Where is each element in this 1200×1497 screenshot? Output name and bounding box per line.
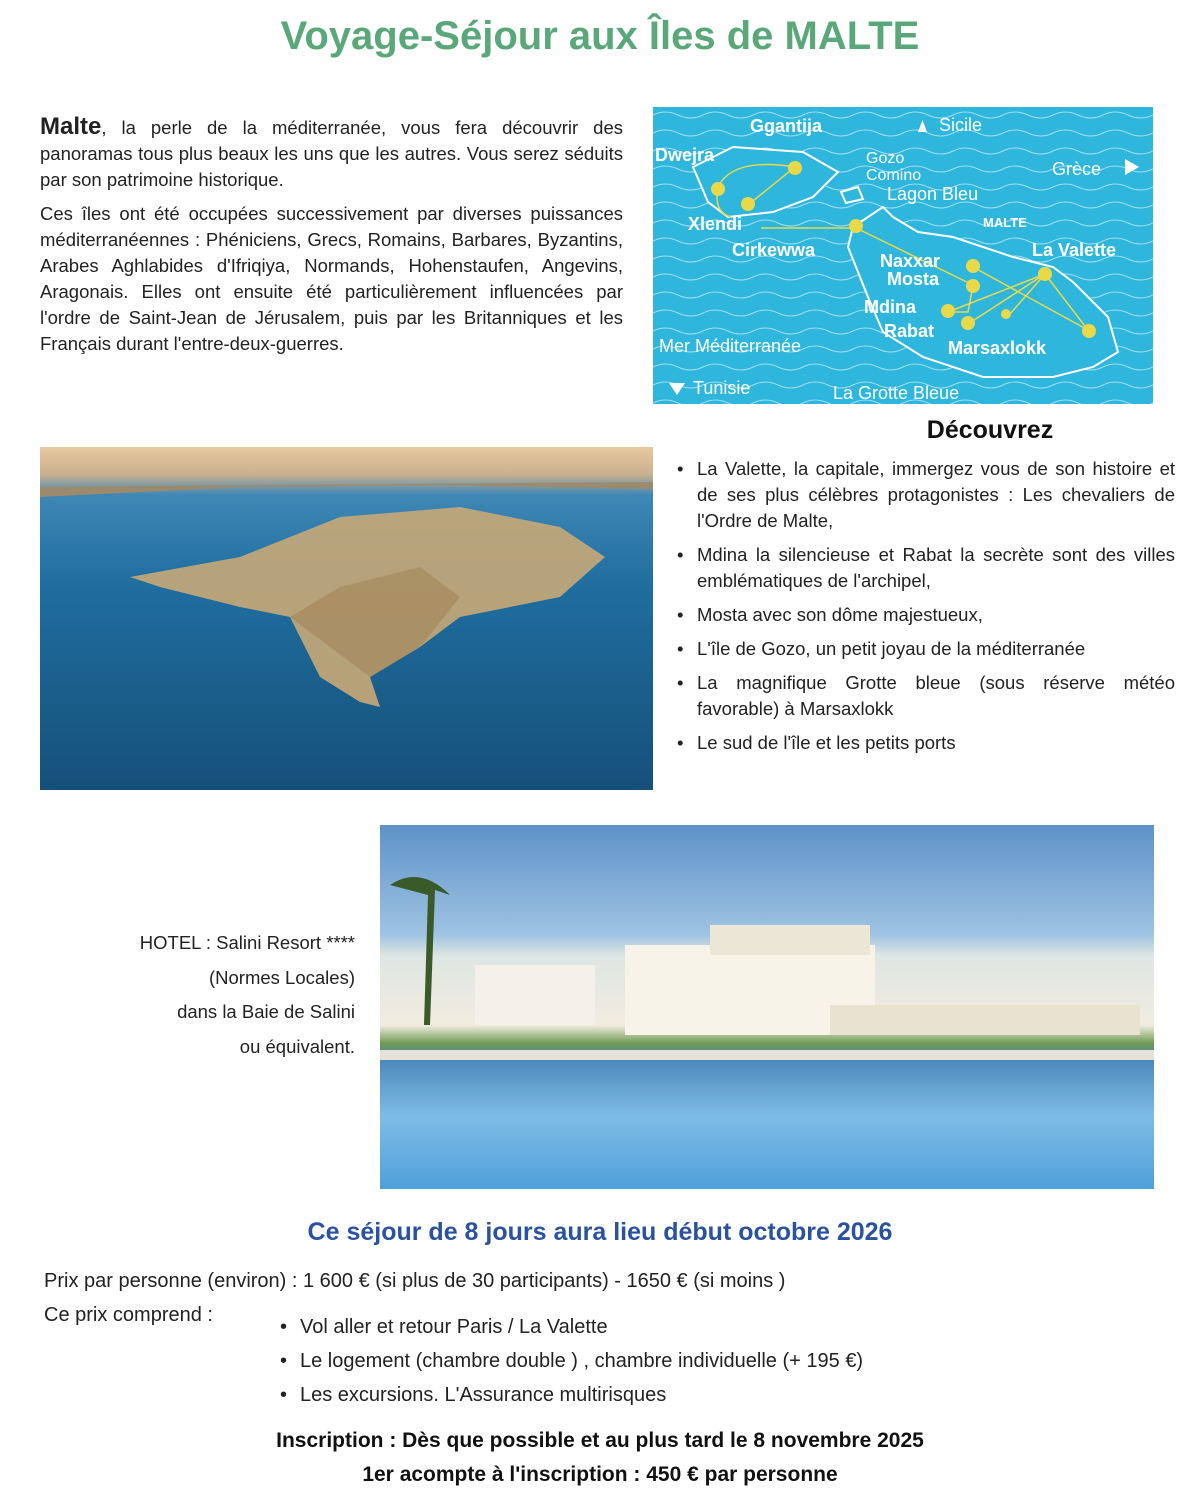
list-item: • Les excursions. L'Assurance multirisques <box>300 1378 863 1412</box>
map-label-malte: MALTE <box>983 215 1027 230</box>
hotel-pool-photo <box>380 825 1154 1189</box>
price-line: Prix par personne (environ) : 1 600 € (si plus de 30 participants) - 1650 € (si moins ) <box>44 1270 786 1292</box>
list-item: • Le logement (chambre double ) , chambre individuelle (+ 195 €) <box>300 1344 863 1378</box>
intro-lead: Malte <box>40 113 102 140</box>
intro-text <box>40 114 623 365</box>
map-label-valette: La Valette <box>1032 240 1117 260</box>
hotel-name: HOTEL : Salini Resort **** <box>139 932 355 953</box>
sejour-dates: Ce séjour de 8 jours aura lieu début octobre 2026 <box>307 1218 893 1246</box>
map-label-gozo: Gozo <box>866 150 905 167</box>
north-arrow-icon <box>918 120 927 132</box>
list-item: • Le sud de l'île et les petits ports <box>697 730 1175 756</box>
list-item: • Mosta avec son dôme majestueux, <box>697 602 1175 628</box>
list-item: • L'île de Gozo, un petit joyau de la méditerranée <box>697 636 1175 662</box>
map-label-mosta: Mosta <box>887 269 940 289</box>
list-item: • La magnifique Grotte bleue (sous réserve météo favorable) à Marsaxlokk <box>697 670 1175 722</box>
map-label-mdina: Mdina <box>864 297 916 317</box>
includes-list <box>280 1310 863 1412</box>
map-label-mer: Mer Méditerranée <box>659 336 802 356</box>
hotel-norms: (Normes Locales) <box>209 966 355 988</box>
includes-label: Ce prix comprend : <box>44 1304 213 1326</box>
map-label-marsaxlokk: Marsaxlokk <box>948 338 1047 358</box>
inscription-deadline: Inscription : Dès que possible et au plus tard le 8 novembre 2025 <box>276 1429 924 1452</box>
decouvrez-heading: Découvrez <box>926 416 1054 444</box>
inscription-block <box>0 1424 1200 1492</box>
map-label-cirkewwa: Cirkewwa <box>732 240 816 260</box>
map-label-tunisie: Tunisie <box>693 378 751 398</box>
hotel-equivalent: ou équivalent. <box>239 1035 355 1057</box>
gozo-outline <box>693 147 838 217</box>
page-title: Voyage-Séjour aux Îles de MALTE <box>280 14 920 58</box>
south-arrow-icon <box>669 383 685 395</box>
map-label-dwejra: Dwejra <box>655 145 715 165</box>
map-label-naxxar: Naxxar <box>880 251 941 271</box>
aerial-photo-valletta <box>40 447 653 790</box>
map-label-grotte: La Grotte Bleue <box>833 383 960 403</box>
list-item: • La Valette, la capitale, immergez vous de son histoire et de ses plus célèbres protagonistes : Les chevaliers de l'Ordre de Malte, <box>697 456 1175 534</box>
hotel-info <box>40 926 355 1064</box>
map-label-xlendi: Xlendi <box>688 214 743 234</box>
intro-p1: , la perle de la méditerranée, vous fera découvrir des panoramas tous plus beaux les uns que les autres. Vous serez séduits par son patrimoine historique. <box>40 117 623 190</box>
east-arrow-icon <box>1125 159 1139 175</box>
intro-p2: Ces îles ont été occupées successivement par diverses puissances méditerranéennes : Phéniciens, Grecs, Romains, Barbares, Byzantins, Arabes Aghlabides d'Ifriqiya, Normands, Hohenstaufen, Angevins, Aragonais. Elles ont ensuite été particulièrement influencées par l'ordre de Saint-Jean de Jérusalem, puis par les Britanniques et les Français durant l'entre-deux-guerres. <box>40 203 623 354</box>
decouvrez-list <box>677 456 1175 764</box>
map-label-comino: Comino <box>866 167 922 184</box>
list-item: • Vol aller et retour Paris / La Valette <box>300 1310 863 1344</box>
map-label-rabat: Rabat <box>884 321 935 341</box>
map-label-lagon: Lagon Bleu <box>887 184 979 204</box>
malta-map <box>653 107 1153 404</box>
map-label-sicile: Sicile <box>939 115 983 135</box>
map-label-ggantija: Ggantija <box>750 116 823 136</box>
map-label-grece: Grèce <box>1052 159 1102 179</box>
list-item: • Mdina la silencieuse et Rabat la secrète sont des villes emblématiques de l'archipel, <box>697 542 1175 594</box>
hotel-location: dans la Baie de Salini <box>177 1001 355 1022</box>
deposit-info: 1er acompte à l'inscription : 450 € par personne <box>362 1463 838 1486</box>
